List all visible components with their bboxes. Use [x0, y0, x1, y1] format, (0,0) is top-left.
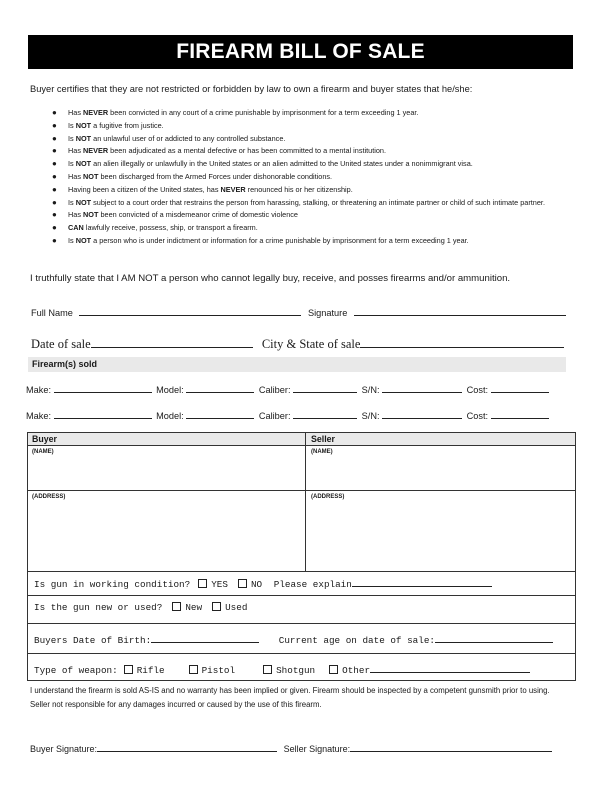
buyer-name-label: (NAME) — [32, 449, 54, 455]
working-condition-row — [34, 577, 492, 590]
new-checkbox[interactable] — [172, 602, 181, 611]
caliber-field[interactable] — [293, 409, 357, 419]
city-state-field[interactable] — [360, 336, 564, 348]
caliber-label: Caliber: — [258, 385, 291, 395]
item-text: renounced his or her citizenship. — [245, 184, 353, 194]
buyer-address-field[interactable] — [30, 503, 302, 567]
yes-checkbox[interactable] — [198, 579, 207, 588]
item-text: Has — [68, 210, 84, 220]
certification-item — [52, 171, 557, 184]
weapon-type-row — [34, 663, 530, 676]
seller-name-field[interactable] — [309, 457, 571, 487]
bullet-dot: ● — [52, 146, 57, 156]
sn-field[interactable] — [382, 409, 462, 419]
item-emphasis: NEVER — [83, 146, 109, 156]
working-condition-label: Is gun in working condition? — [34, 579, 191, 590]
firearms-sold-header: Firearm(s) sold — [28, 357, 566, 372]
item-text: a person who is under indictment or information for a crime punishable by imprisonment for a term exceeding 1 year. — [91, 235, 469, 245]
seller-signature-label: Seller Signature: — [283, 744, 351, 754]
item-text: lawfully receive, possess, ship, or transport a firearm. — [83, 223, 258, 233]
shotgun-label: Shotgun — [276, 665, 316, 676]
item-text: Has — [68, 108, 84, 117]
date-of-sale-field[interactable] — [91, 336, 253, 348]
buyer-signature-label: Buyer Signature: — [30, 744, 98, 754]
make-field[interactable] — [54, 409, 152, 419]
item-emphasis: NOT — [75, 159, 92, 169]
used-label: Used — [225, 602, 248, 613]
item-text: Is — [68, 197, 76, 207]
bullet-dot: ● — [52, 184, 57, 194]
cost-label: Cost: — [466, 411, 489, 421]
cost-label: Cost: — [466, 385, 489, 395]
statement-text: I truthfully state that I AM NOT a person who cannot legally buy, receive, and posses firearms and/or ammunition. — [30, 273, 511, 284]
caliber-field[interactable] — [293, 383, 357, 393]
row-divider — [28, 653, 575, 654]
rifle-checkbox[interactable] — [124, 665, 133, 674]
row-divider — [28, 571, 575, 572]
seller-address-field[interactable] — [309, 503, 571, 567]
sn-field[interactable] — [382, 383, 462, 393]
certification-item — [52, 184, 557, 197]
caliber-label: Caliber: — [258, 411, 291, 421]
new-used-label: Is the gun new or used? — [34, 602, 163, 613]
please-explain-field[interactable] — [352, 577, 492, 587]
other-checkbox[interactable] — [329, 665, 338, 674]
item-text: an unlawful user of or addicted to any controlled substance. — [91, 133, 286, 143]
item-text: been convicted in any court of a crime punishable by imprisonment for a term exceeding 1 year. — [108, 108, 419, 117]
item-emphasis: NOT — [75, 235, 92, 245]
certification-item — [52, 222, 557, 235]
certification-item — [52, 145, 557, 158]
item-text: Has — [68, 146, 84, 156]
bullet-dot: ● — [52, 197, 57, 207]
buyer-address-label: (ADDRESS) — [32, 494, 66, 500]
item-text: Is — [68, 133, 76, 143]
certification-item — [52, 120, 557, 133]
dob-age-row — [34, 633, 553, 646]
item-text: Is — [68, 120, 76, 130]
item-emphasis: NEVER — [220, 184, 246, 194]
current-age-label: Current age on date of sale: — [278, 635, 435, 646]
item-text: Is — [68, 159, 76, 169]
seller-name-label: (NAME) — [311, 449, 333, 455]
seller-address-label: (ADDRESS) — [311, 494, 345, 500]
weapon-type-label: Type of weapon: — [34, 665, 118, 676]
signature-row — [30, 742, 552, 754]
pistol-checkbox[interactable] — [189, 665, 198, 674]
seller-signature-field[interactable] — [350, 742, 552, 752]
sn-label: S/N: — [361, 411, 380, 421]
buyer-name-field[interactable] — [30, 457, 302, 487]
full-name-label: Full Name — [31, 308, 73, 318]
item-text: a fugitive from justice. — [91, 120, 164, 130]
item-emphasis: NOT — [75, 133, 92, 143]
certification-item — [52, 197, 557, 210]
certification-item — [52, 133, 557, 146]
item-emphasis: CAN — [68, 223, 84, 233]
item-emphasis: NOT — [75, 120, 92, 130]
please-explain-label: Please explain — [273, 579, 352, 590]
bullet-dot: ● — [52, 120, 57, 130]
model-label: Model: — [156, 385, 184, 395]
row-divider — [28, 445, 575, 446]
certification-item — [52, 158, 557, 171]
yes-label: YES — [211, 579, 228, 590]
form-title: FIREARM BILL OF SALE — [28, 35, 573, 69]
model-label: Model: — [156, 411, 184, 421]
new-label: New — [185, 602, 203, 613]
shotgun-checkbox[interactable] — [263, 665, 272, 674]
item-text: been convicted of a misdemeanor crime of domestic violence — [98, 210, 298, 220]
item-text: been adjudicated as a mental defective or has been committed to a mental institution. — [108, 146, 387, 156]
item-text: subject to a court order that restrains the person from harassing, stalking, or threatening an intimate partner or child of such intimate partner. — [91, 197, 545, 207]
row-divider — [28, 595, 575, 596]
item-text: an alien illegally or unlawfully in the United states or an alien admitted to the United states under a nonimmigrant visa. — [91, 159, 473, 169]
city-state-label: City & State of sale — [261, 337, 361, 351]
make-field[interactable] — [54, 383, 152, 393]
other-label: Other — [342, 665, 371, 676]
current-age-field[interactable] — [435, 633, 553, 643]
buyer-signature-field[interactable] — [97, 742, 277, 752]
table-header-bg — [28, 433, 575, 445]
new-used-row — [34, 602, 247, 613]
item-text: Has — [68, 171, 84, 181]
item-text: Having been a citizen of the United states, has — [68, 184, 221, 194]
item-text: Is — [68, 235, 76, 245]
bullet-dot: ● — [52, 159, 57, 169]
full-name-field[interactable] — [79, 306, 301, 316]
row-divider — [28, 490, 575, 491]
item-text: been discharged from the Armed Forces under dishonorable conditions. — [98, 171, 333, 181]
certification-item — [52, 209, 557, 222]
signature-label: Signature — [308, 308, 348, 318]
row-divider — [28, 623, 575, 624]
item-emphasis: NOT — [83, 210, 99, 220]
column-divider — [305, 433, 306, 571]
pistol-label: Pistol — [201, 665, 236, 676]
seller-header: Seller — [311, 434, 335, 444]
no-checkbox[interactable] — [238, 579, 247, 588]
bullet-dot: ● — [52, 133, 57, 143]
make-label: Make: — [26, 385, 52, 395]
make-label: Make: — [26, 411, 52, 421]
no-label: NO — [250, 579, 263, 590]
certification-item — [52, 235, 557, 248]
bullet-dot: ● — [52, 223, 57, 233]
other-field[interactable] — [370, 663, 530, 673]
certification-list — [52, 107, 557, 248]
item-emphasis: NOT — [75, 197, 92, 207]
bullet-dot: ● — [52, 108, 57, 117]
buyer-dob-field[interactable] — [151, 633, 259, 643]
item-emphasis: NOT — [83, 171, 99, 181]
certification-item — [52, 107, 557, 120]
disclaimer-text: I understand the firearm is sold AS-IS and no warranty has been implied or given. Firearm should be inspected by a competent gunsmith prior to using. Seller not responsible for any damages incurred or caused by the use of this firearm. — [30, 686, 550, 709]
signature-field[interactable] — [354, 306, 566, 316]
cost-field[interactable] — [491, 383, 549, 393]
name-signature-row — [31, 306, 566, 318]
item-emphasis: NEVER — [83, 108, 109, 117]
sn-label: S/N: — [361, 385, 380, 395]
bullet-dot: ● — [52, 235, 57, 245]
buyer-seller-table — [27, 432, 576, 681]
date-city-row — [31, 336, 564, 352]
model-field[interactable] — [186, 409, 254, 419]
intro-text: Buyer certifies that they are not restricted or forbidden by law to own a firearm and buyer states that he/she: — [30, 84, 473, 94]
firearm-row-1 — [26, 383, 549, 395]
used-checkbox[interactable] — [212, 602, 221, 611]
cost-field[interactable] — [491, 409, 549, 419]
model-field[interactable] — [186, 383, 254, 393]
date-of-sale-label: Date of sale — [31, 337, 91, 351]
firearm-row-2 — [26, 409, 549, 421]
bullet-dot: ● — [52, 171, 57, 181]
buyer-dob-label: Buyers Date of Birth: — [34, 635, 152, 646]
bullet-dot: ● — [52, 210, 57, 220]
buyer-header: Buyer — [32, 434, 57, 444]
rifle-label: Rifle — [136, 665, 165, 676]
